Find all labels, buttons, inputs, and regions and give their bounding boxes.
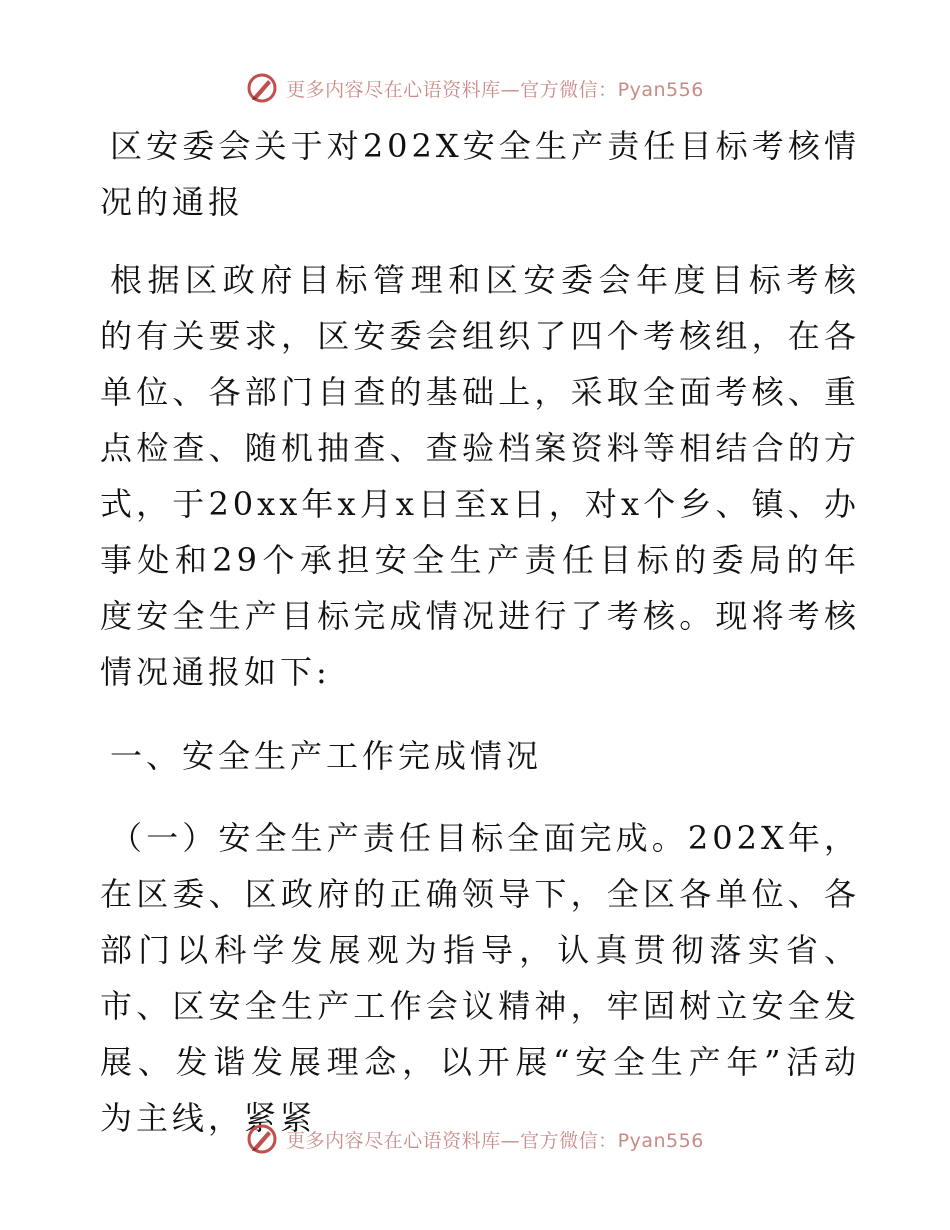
watermark-text: 更多内容尽在心语资料库—官方微信：Pyan556 — [286, 78, 704, 101]
watermark-text: 更多内容尽在心语资料库—官方微信：Pyan556 — [286, 1129, 704, 1152]
section-paragraph: （一）安全生产责任目标全面完成。202X年，在区委、区政府的正确领导下，全区各单位、各部门以科学发展观为指导，认真贯彻落实省、市、区安全生产工作会议精神，牢固树立安全发展、发谐发展理念，以开展“安全生产年”活动为主线，紧紧 — [100, 819, 860, 1137]
pen-logo-icon — [246, 72, 278, 104]
watermark-footer — [0, 1123, 950, 1155]
intro-paragraph: 根据区政府目标管理和区安委会年度目标考核的有关要求，区安委会组织了四个考核组，在各单位、各部门自查的基础上，采取全面考核、重点检查、随机抽查、查验档案资料等相结合的方式，于20xx年x月x日至x日，对x个乡、镇、办事处和29个承担安全生产责任目标的委局的年度安全生产目标完成情况进行了考核。现将考核情况通报如下: — [100, 261, 860, 691]
section-heading: 一、安全生产工作完成情况 — [110, 737, 543, 775]
document-title: 区安委会关于对202X安全生产责任目标考核情况的通报 — [100, 127, 860, 221]
document-body — [100, 118, 860, 1146]
pen-logo-icon — [246, 1123, 278, 1155]
watermark-header — [0, 72, 950, 104]
